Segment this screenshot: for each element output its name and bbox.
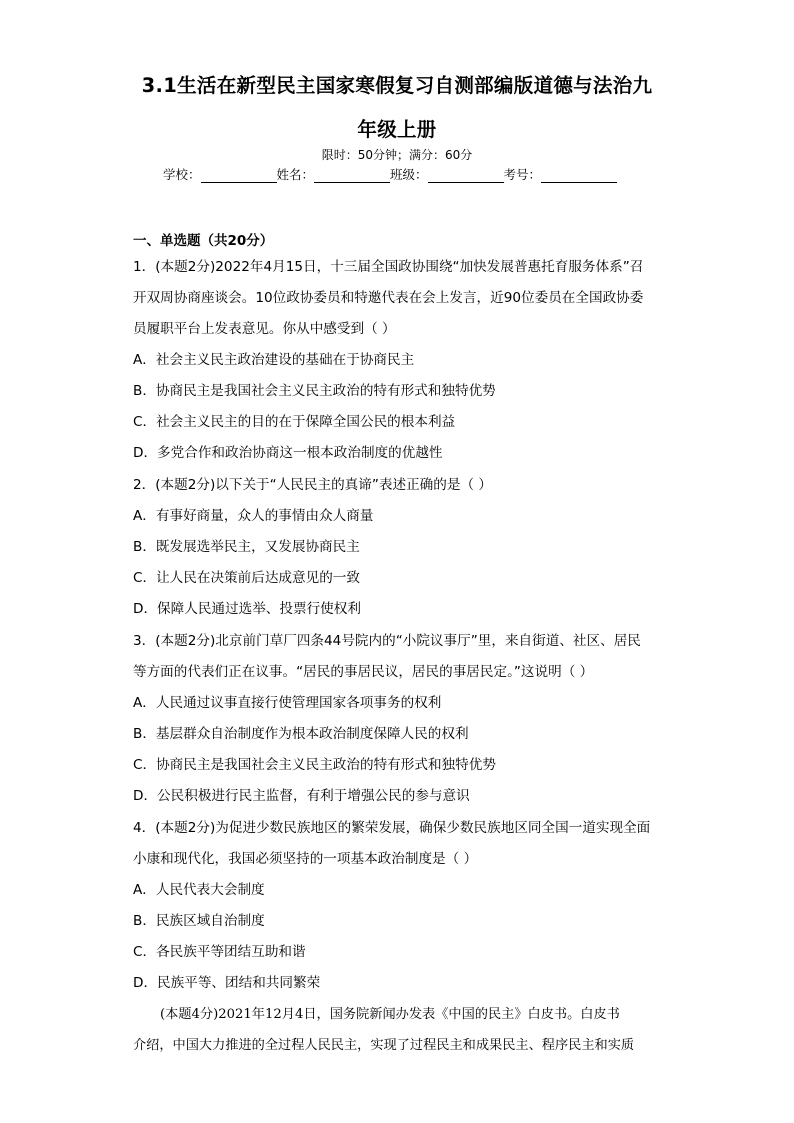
option-b[interactable]: B．协商民主是我国社会主义民主政治的特有形式和独特优势 — [133, 383, 496, 399]
question-text-line: 员履职平台上发表意见。你从中感受到（ ） — [133, 321, 396, 337]
option-c[interactable]: C．让人民在决策前后达成意见的一致 — [133, 570, 360, 586]
class-blank — [428, 168, 504, 183]
question-text-line: 等方面的代表们正在议事。“居民的事居民议，居民的事居民定。”这说明（ ） — [133, 664, 594, 680]
question-text-line: 3．(本题2分)北京前门草厂四条44号院内的“小院议事厅”里，来自街道、社区、居民 — [133, 633, 641, 649]
option-d[interactable]: D．公民积极进行民主监督，有利于增强公民的参与意识 — [133, 788, 470, 804]
page-title-line2: 年级上册 — [357, 118, 437, 141]
option-c[interactable]: C．各民族平等团结互助和谐 — [133, 944, 306, 960]
option-c[interactable]: C．社会主义民主的目的在于保障全国公民的根本利益 — [133, 414, 456, 430]
question-text-line: 2．(本题2分)以下关于“人民民主的真谛”表述正确的是（ ） — [133, 477, 492, 493]
name-blank — [314, 168, 390, 183]
option-b[interactable]: B．基层群众自治制度作为根本政治制度保障人民的权利 — [133, 726, 469, 742]
school-blank — [201, 168, 277, 183]
number-label: 考号： — [503, 167, 542, 182]
section-heading: 一、单选题（共20分） — [133, 233, 274, 249]
option-a[interactable]: A．人民通过议事直接行使管理国家各项事务的权利 — [133, 695, 442, 711]
school-label: 学校： — [163, 167, 201, 182]
option-b[interactable]: B．民族区域自治制度 — [133, 913, 265, 929]
option-a[interactable]: A．有事好商量，众人的事情由众人商量 — [133, 508, 374, 524]
time-score-limits: 限时：50分钟；满分：60分 — [321, 148, 473, 162]
class-label: 班级： — [390, 167, 428, 182]
question-text-line: 开双周协商座谈会。10位政协委员和特邀代表在会上发言，近90位委员在全国政协委 — [133, 290, 644, 306]
name-label: 姓名： — [276, 167, 315, 182]
question-text-line: 小康和现代化，我国必须坚持的一项基本政治制度是（ ） — [133, 851, 478, 867]
option-a[interactable]: A．人民代表大会制度 — [133, 882, 265, 898]
passage-line: 介绍，中国大力推进的全过程人民民主，实现了过程民主和成果民主、程序民主和实质 — [133, 1038, 635, 1053]
option-d[interactable]: D．多党合作和政治协商这一根本政治制度的优越性 — [133, 445, 443, 461]
page-title: 3.1生活在新型民主国家寒假复习自测部编版道德与法治九 — [141, 74, 653, 97]
question-text-line: 1．(本题2分)2022年4月15日，十三届全国政协围绕“加快发展普惠托育服务体系”召 — [133, 259, 644, 275]
number-blank — [541, 168, 617, 183]
passage-line: (本题4分)2021年12月4日，国务院新闻办发表《中国的民主》白皮书。白皮书 — [160, 1007, 620, 1022]
student-info-row — [163, 165, 617, 183]
option-d[interactable]: D．民族平等、团结和共同繁荣 — [133, 975, 321, 991]
option-c[interactable]: C．协商民主是我国社会主义民主政治的特有形式和独特优势 — [133, 757, 496, 773]
option-a[interactable]: A．社会主义民主政治建设的基础在于协商民主 — [133, 352, 415, 368]
option-d[interactable]: D．保障人民通过选举、投票行使权利 — [133, 601, 361, 617]
question-text-line: 4．(本题2分)为促进少数民族地区的繁荣发展，确保少数民族地区同全国一道实现全面 — [133, 820, 651, 836]
option-b[interactable]: B．既发展选举民主，又发展协商民主 — [133, 539, 360, 555]
